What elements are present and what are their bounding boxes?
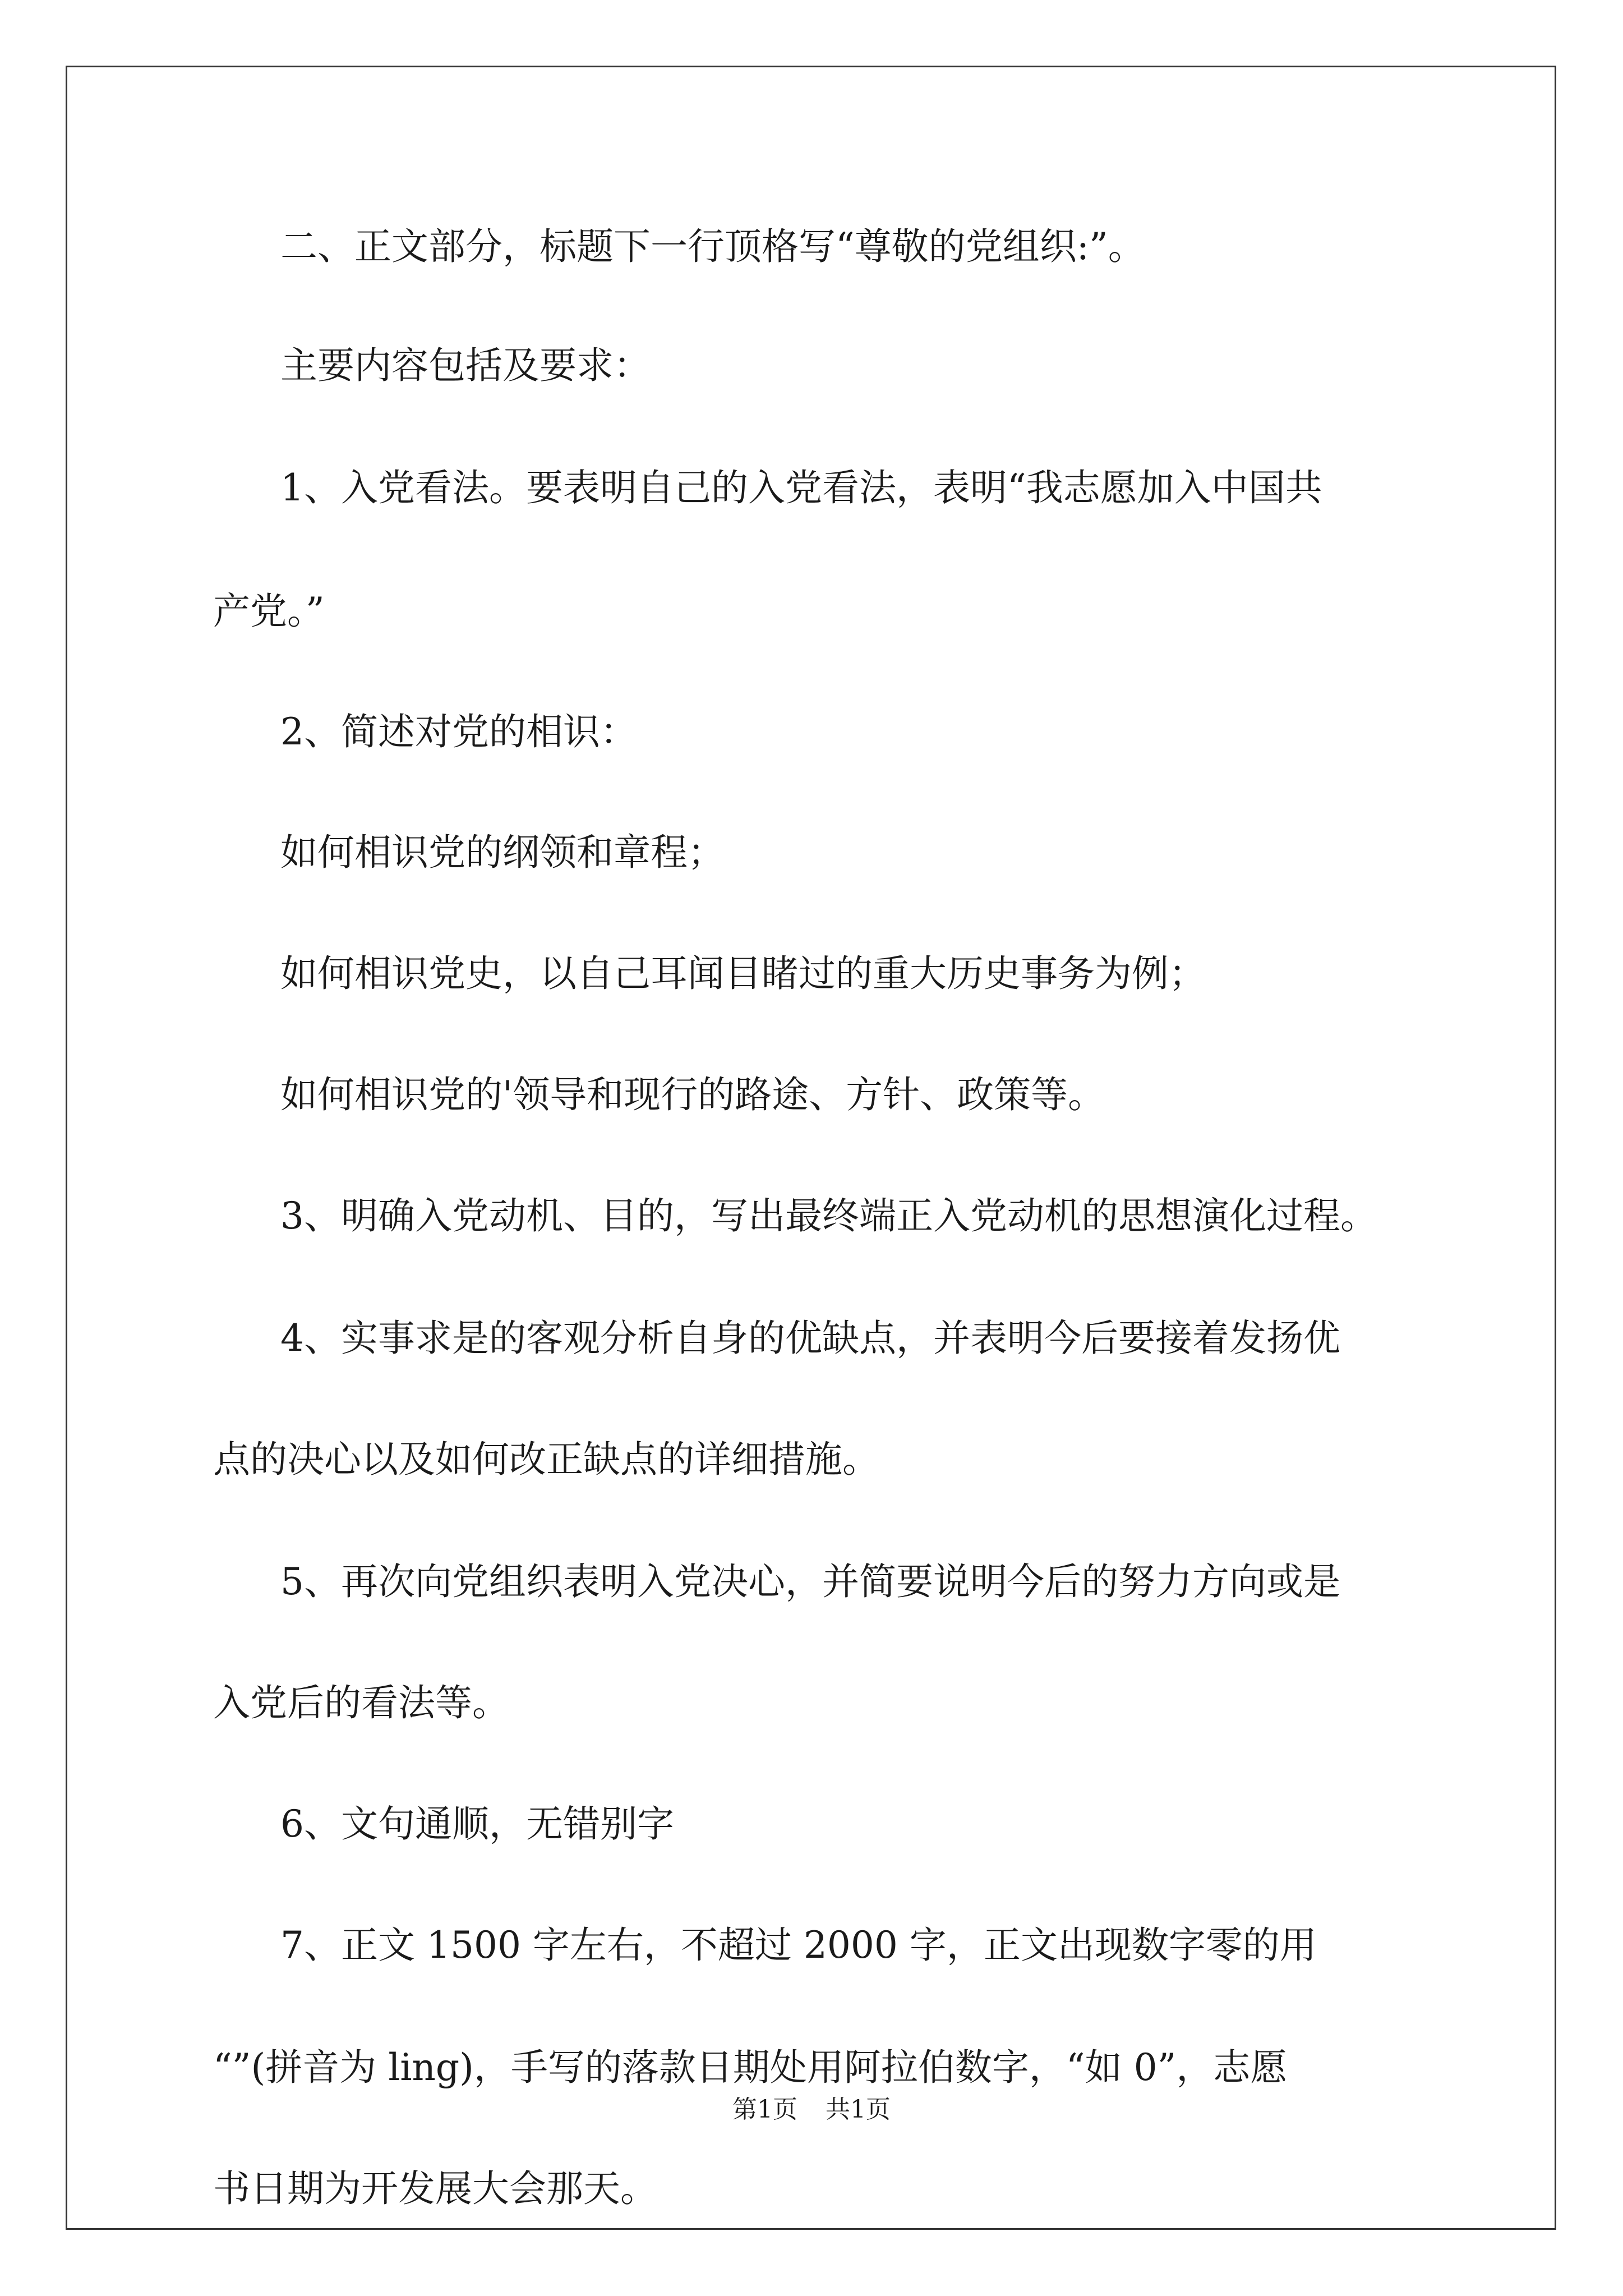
paragraph-line: 产党。” — [213, 590, 325, 633]
page-border — [66, 66, 1556, 2230]
page-footer — [0, 2089, 1623, 2125]
paragraph-line: 4、实事求是的客观分析自身的优缺点，并表明今后要接着发扬优 — [280, 1317, 1340, 1360]
page-number-current: 第1页 — [732, 2095, 797, 2124]
paragraph-line: 入党后的看法等。 — [213, 1681, 509, 1724]
paragraph-line: “”(拼音为 ling)，手写的落款日期处用阿拉伯数字，“如 0”，志愿 — [213, 2046, 1288, 2089]
paragraph-line: 主要内容包括及要求： — [280, 344, 651, 387]
paragraph-line: 如何相识党史，以自己耳闻目睹过的重大历史事务为例； — [280, 952, 1206, 995]
paragraph-line: 如何相识党的'领导和现行的路途、方针、政策等。 — [280, 1073, 1105, 1116]
paragraph-line: 5、再次向党组织表明入党决心，并简要说明今后的努力方向或是 — [280, 1560, 1340, 1603]
paragraph-line: 书日期为开发展大会那天。 — [213, 2167, 657, 2210]
paragraph-line: 2、简述对党的相识： — [280, 710, 637, 753]
paragraph-line: 如何相识党的纲领和章程； — [280, 831, 725, 874]
paragraph-line: 1、入党看法。要表明自己的入党看法，表明“我志愿加入中国共 — [280, 466, 1322, 509]
paragraph-line: 二、正文部分，标题下一行顶格写“尊敬的党组织:”。 — [280, 225, 1145, 268]
paragraph-line: 点的决心以及如何改正缺点的详细措施。 — [213, 1438, 879, 1481]
paragraph-line: 6、文句通顺，无错别字 — [280, 1802, 674, 1846]
paragraph-line: 7、正文 1500 字左右，不超过 2000 字，正文出现数字零的用 — [280, 1924, 1317, 1967]
page-number-total: 共1页 — [826, 2095, 891, 2124]
paragraph-line: 3、明确入党动机、目的，写出最终端正入党动机的思想演化过程。 — [280, 1194, 1377, 1237]
